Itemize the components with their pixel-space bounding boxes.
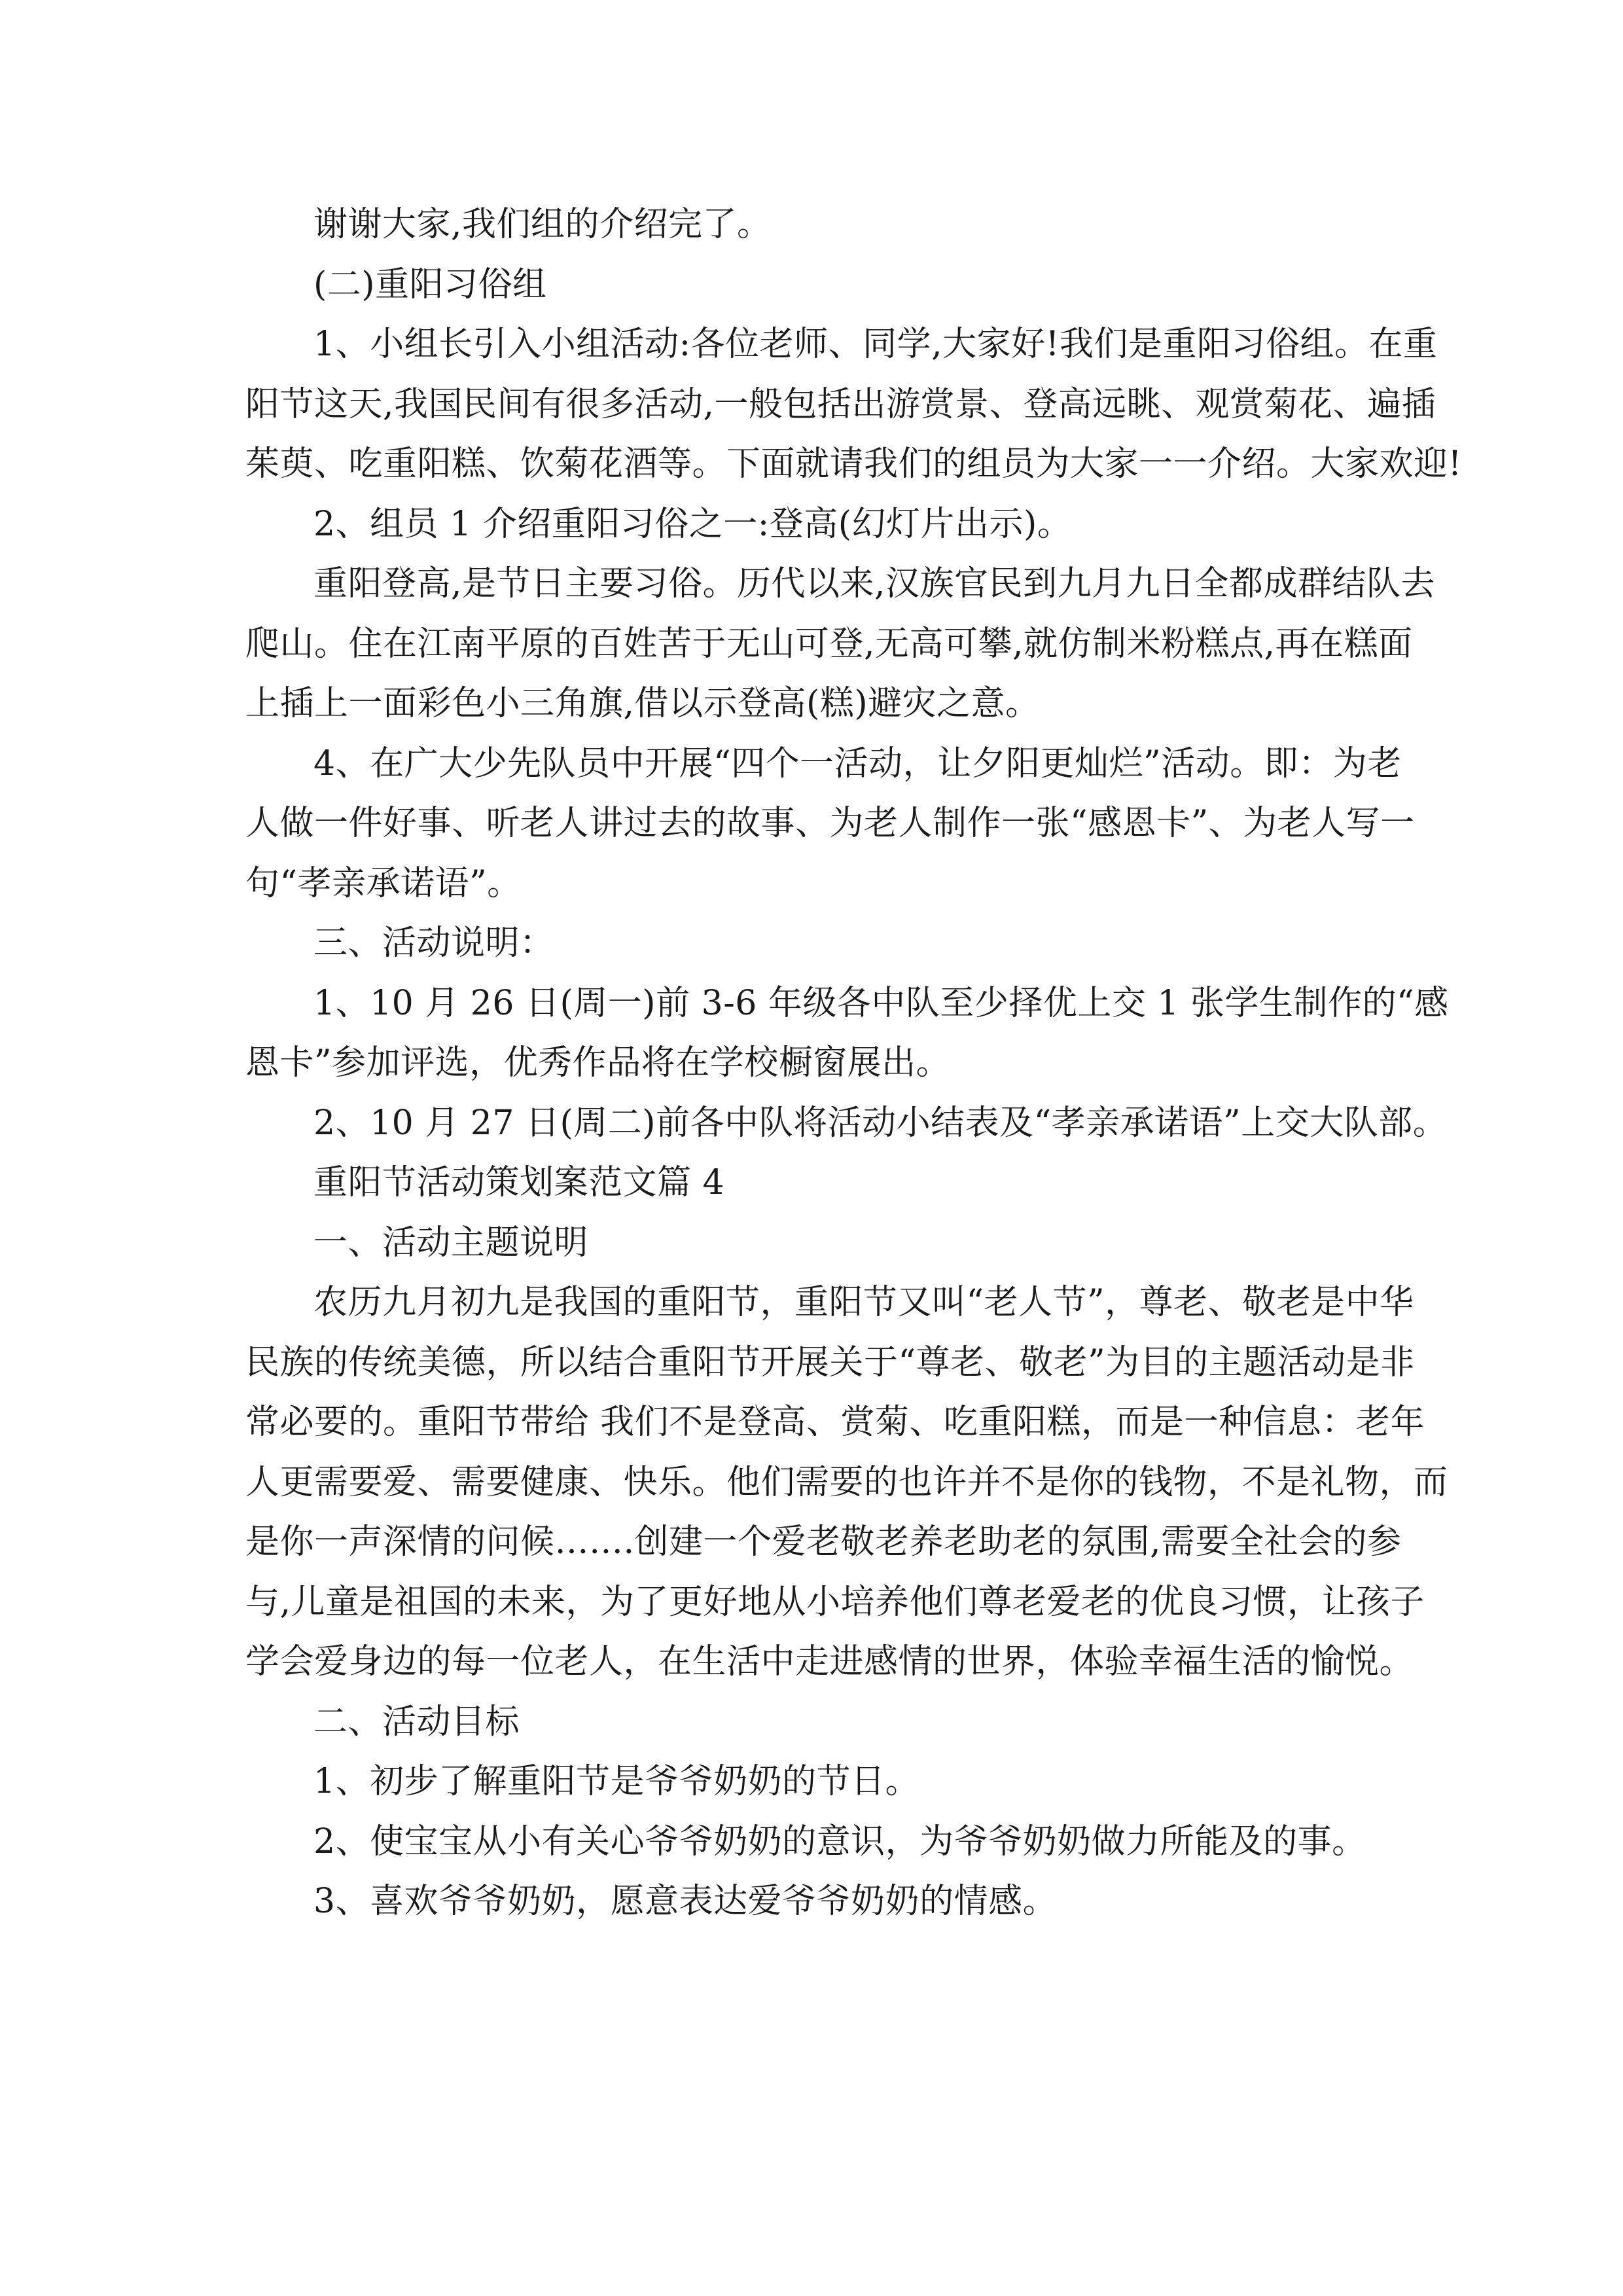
text-line: 茱萸、吃重阳糕、饮菊花酒等。下面就请我们的组员为大家一一介绍。大家欢迎! <box>245 444 1462 484</box>
text-line: 3、喜欢爷爷奶奶，愿意表达爱爷爷奶奶的情感。 <box>313 1882 1058 1921</box>
section-heading: 三、活动说明： <box>313 924 554 963</box>
text-line: 农历九月初九是我国的重阳节，重阳节又叫“老人节”，尊老、敬老是中华 <box>313 1283 1414 1322</box>
text-line: 2、10 月 27 日(周二)前各中队将活动小结表及“孝亲承诺语”上交大队部。 <box>313 1103 1448 1143</box>
text-line: 上插上一面彩色小三角旗,借以示登高(糕)避灾之意。 <box>245 684 1040 723</box>
text-line: 4、在广大少先队员中开展“四个一活动，让夕阳更灿烂”活动。即：为老 <box>313 744 1402 783</box>
text-line: 与,儿童是祖国的未来，为了更好地从小培养他们尊老爱老的优良习惯，让孩子 <box>245 1582 1425 1622</box>
text-line: 谢谢大家,我们组的介绍完了。 <box>313 205 772 244</box>
text-line: 1、初步了解重阳节是爷爷奶奶的节日。 <box>313 1762 920 1801</box>
text-line: 恩卡”参加评选，优秀作品将在学校橱窗展出。 <box>245 1043 951 1083</box>
text-line: 2、组员 1 介绍重阳习俗之一:登高(幻灯片出示)。 <box>313 504 1072 544</box>
text-line: 句“孝亲承诺语”。 <box>245 863 522 903</box>
article-title: 重阳节活动策划案范文篇 4 <box>313 1163 725 1202</box>
text-line: 阳节这天,我国民间有很多活动,一般包括出游赏景、登高远眺、观赏菊花、遍插 <box>245 384 1436 424</box>
text-line: 2、使宝宝从小有关心爷爷奶奶的意识，为爷爷奶奶做力所能及的事。 <box>313 1821 1366 1861</box>
section-heading: 一、活动主题说明 <box>313 1223 589 1263</box>
text-line: 人做一件好事、听老人讲过去的故事、为老人制作一张“感恩卡”、为老人写一 <box>245 804 1415 843</box>
text-line: 常必要的。重阳节带给 我们不是登高、赏菊、吃重阳糕，而是一种信息：老年 <box>245 1403 1425 1442</box>
section-heading: (二)重阳习俗组 <box>313 264 547 304</box>
text-line: 爬山。住在江南平原的百姓苦于无山可登,无高可攀,就仿制米粉糕点,再在糕面 <box>245 624 1413 664</box>
document-body <box>245 195 1462 1932</box>
text-line: 人更需要爱、需要健康、快乐。他们需要的也许并不是你的钱物，不是礼物，而 <box>245 1462 1448 1502</box>
section-heading: 二、活动目标 <box>313 1702 520 1742</box>
text-line: 1、小组长引入小组活动:各位老师、同学,大家好!我们是重阳习俗组。在重 <box>313 325 1438 364</box>
text-line: 1、10 月 26 日(周一)前 3-6 年级各中队至少择优上交 1 张学生制作的“感 <box>313 983 1449 1023</box>
text-line: 是你一声深情的问候…….创建一个爱老敬老养老助老的氛围,需要全社会的参 <box>245 1522 1402 1562</box>
text-line: 学会爱身边的每一位老人，在生活中走进感情的世界，体验幸福生活的愉悦。 <box>245 1642 1414 1681</box>
text-line: 民族的传统美德，所以结合重阳节开展关于“尊老、敬老”为目的主题活动是非 <box>245 1342 1415 1382</box>
text-line: 重阳登高,是节日主要习俗。历代以来,汉族官民到九月九日全都成群结队去 <box>313 564 1436 603</box>
